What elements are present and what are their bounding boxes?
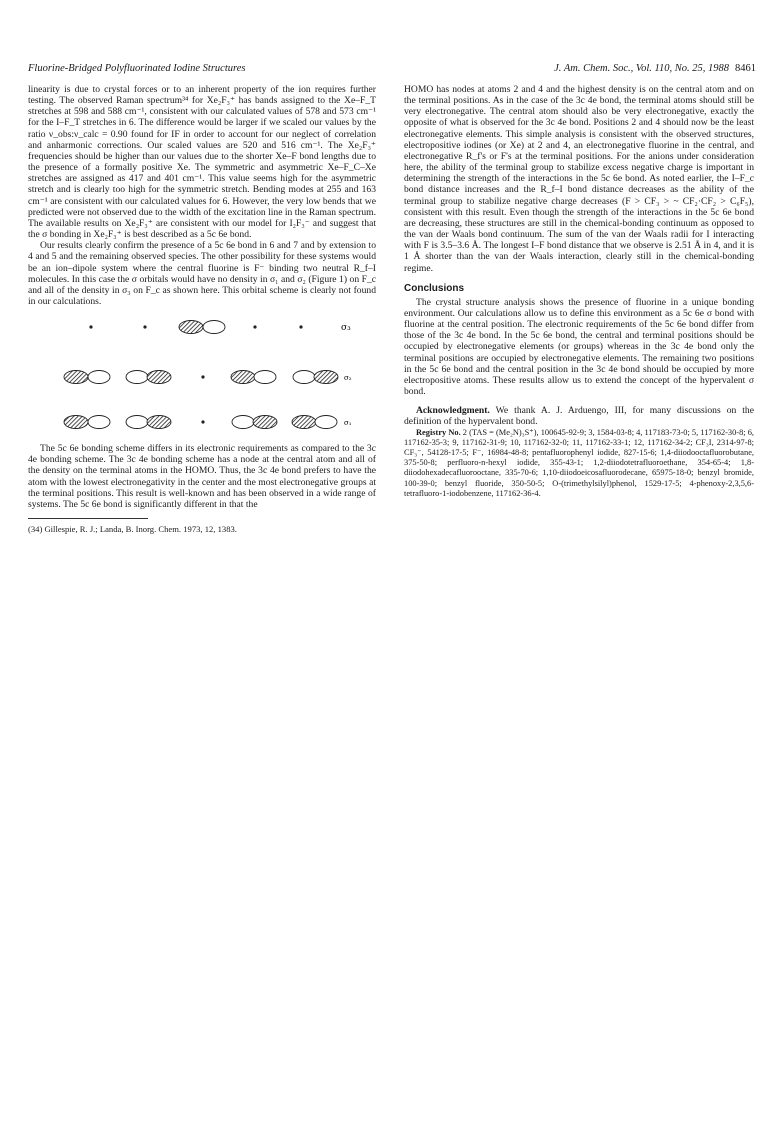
orbital-row-sigma3: [89, 321, 351, 334]
orbital-scheme-drawing: [28, 313, 376, 437]
journal-name: J. Am. Chem. Soc., Vol. 110, No. 25, 1988: [554, 63, 729, 74]
page-number: 8461: [735, 63, 756, 74]
acknowledgment-title: Acknowledgment.: [416, 405, 490, 417]
running-title: Fluorine-Bridged Polyfluorinated Iodine Structures: [28, 63, 246, 74]
label-sigma3: σ₃: [341, 323, 351, 334]
registry-title: Registry No.: [416, 427, 461, 437]
registry-text: 2 (TAS = (Me₂N)₃S⁺), 100645-92-9; 3, 1584-03-8; 4, 117183-73-0; 5, 117162-30-8; 6, 117162-35-3; 9, 117162-31-9; 10, 117162-32-0; 11, 117162-33-1; 12, 117162-34-2; CF₃I, 2314-97-8; CF₃⁻, 54128-17-5; F⁻, 16984-48-8; pentafluorophenyl iodide, 827-15-6; 1,4-diiodooctafluorobutane, 375-50-8; perfluoro-n-hexyl iodide, 355-43-1; 1,2-diiodotetrafluoroethane, 354-65-4; 1,8-diiodohexadecafluorooctane, 335-70-6; 1,10-diiodoeicosafluorodecane, 65975-18-0; benzyl bromide, 100-39-0; benzyl fluoride, 350-50-5; O-(trimethylsilyl)phenol, 1529-17-5; 4-phenoxy-2,3,5,6-tetrafluoro-1-iodobenzene, 117162-36-4.: [404, 427, 755, 498]
journal-citation: [554, 63, 756, 74]
running-header: [28, 63, 756, 77]
orbital-row-sigma1: [64, 416, 352, 429]
orbital-scheme-figure: [28, 313, 376, 437]
footnote-rule: [28, 518, 148, 519]
footnote-34: (34) Gillespie, R. J.; Landa, B. Inorg. Chem. 1973, 12, 1383.: [28, 524, 237, 535]
label-sigma1: σ₁: [344, 419, 352, 428]
right-column: [404, 84, 754, 499]
orbital-row-sigma2: [64, 371, 352, 384]
conclusions-heading: Conclusions: [404, 282, 465, 294]
paragraph-5c6e-confirmation: Our results clearly confirm the presence of a 5c 6e bond in 6 and 7 and by extension to 4 and 5 and the remaining observed species. The other possibility for these systems would be an ion–dipole system where the central fluorine is F⁻ binding two neutral R_f–I molecules. In this case the σ orbitals would have no density in σ₁ and σ₂ (Figure 1) on F_c and all of the density in σ₃ on F_c as shown here. This orbital scheme is clearly not found in our calculations.: [28, 240, 376, 307]
acknowledgment-text: We thank A. J. Arduengo, III, for many discussions on the definition of the hypervalent bond.: [404, 405, 754, 428]
paragraph-raman: linearity is due to crystal forces or to an inherent property of the ion requires further testing. The observed Raman spectrum³⁴ for Xe₂F₃⁺ has bands assigned to the Xe–F_T stretches at 598 and 588 cm⁻¹, consistent with our calculated values of 578 and 573 cm⁻¹ for the I–F_T stretches in 6. The difference would be larger if we scaled our values by the ratio ν_obs:ν_calc = 0.90 found for IF in order to account for our neglect of correlation and anharmonic corrections. Our scaled values are 520 and 516 cm⁻¹. The Xe₂F₃⁺ frequencies should be higher than our values due to the shorter Xe–F bond lengths due to the presence of a formally positive Xe. The symmetric and asymmetric Xe–F_C–Xe stretches are assigned as 417 and 401 cm⁻¹. This value seems high for the asymmetric stretch and is clearly too high for the symmetric stretch. Bending modes at 255 and 163 cm⁻¹ are consistent with our calculated values for 6. However, the very low bends that we predicted were not observed due to the width of the excitation line in the Raman spectrum. The available results on Xe₂F₃⁺ are consistent with our model for I₂F₃⁻ and suggest that the σ bonding in Xe₂F₃⁺ is best described as a 5c 6e bond.: [28, 84, 376, 241]
label-sigma2: σ₂: [344, 374, 352, 383]
paragraph-homo-nodes: HOMO has nodes at atoms 2 and 4 and the highest density is on the central atom and on the terminal positions. As in the case of the 3c 4e bond, the terminal atoms should still be very electronegative. The central atom should also be very electronegative, exactly the opposite of what is observed for the 3c 4e bond. Positions 2 and 4 should now be the least electronegative elements. This simple analysis is consistent with the observed structures, electropositive iodines (or Xe) at 2 and 4, an electronegative fluorine in the central, and electronegative R_f's or F's at the terminal positions. For the anions under consideration here, the ability of the terminal group to stabilize excess negative charge is important in determining the strength of the interactions in the 5c 6e bond. As noted earlier, the I–F_c bond distance increases and the R_f–I bond distance decreases as the ability of the terminal group to stabilize negative charge decreases (F > CF₃ > ~ CF₂·CF₂ > C₆F₅), consistent with this result. Even though the strength of the interactions in the 5c 6e bond are decreasing, these structures are still in the chemical-bonding continuum as opposed to the van der Waals bond continuum. The sum of the van der Waals radii for I interacting with F is 3.5–3.6 Å. The longest I–F bond distance that we observe is 2.51 Å in 4, and it is 1 Å shorter than the van der Waals interaction, clearly still in the chemical-bonding regime.: [404, 84, 754, 274]
paragraph-conclusions: The crystal structure analysis shows the presence of fluorine in a unique bonding environment. Our calculations allow us to define this environment as a 5c 6e σ bond with fluorine at the central position. The electronic requirements of the 5c 6e bond differ from those of the 3c 4e bond. In the 5c 6e bond, the central and terminal positions should be occupied by electronegative elements (or groups) whereas in the 3c 4e bond only the terminal positions are occupied by electronegative elements. The remaining two positions in the 5c 6e bond and the central position in the 3c 4e bond should be occupied by more electropositive atoms. These results allow us to extend the concept of the hypervalent σ bond.: [404, 296, 754, 398]
acknowledgment: [404, 405, 754, 427]
left-column: [28, 84, 376, 534]
registry-numbers: [404, 428, 754, 499]
paragraph-5c6e-vs-3c4e: The 5c 6e bonding scheme differs in its electronic requirements as compared to the 3c 4e bonding scheme. The 3c 4e bonding scheme has a node at the central atom and all of the density on the terminal atoms in the HOMO. Thus, the 3c 4e bond prefers to have the atom with the lowest electronegativity in the center and the most electronegative groups at the terminal positions. This result is well-known and has been observed in a wide range of systems. The 5c 6e bond is significantly different in that the: [28, 443, 376, 510]
